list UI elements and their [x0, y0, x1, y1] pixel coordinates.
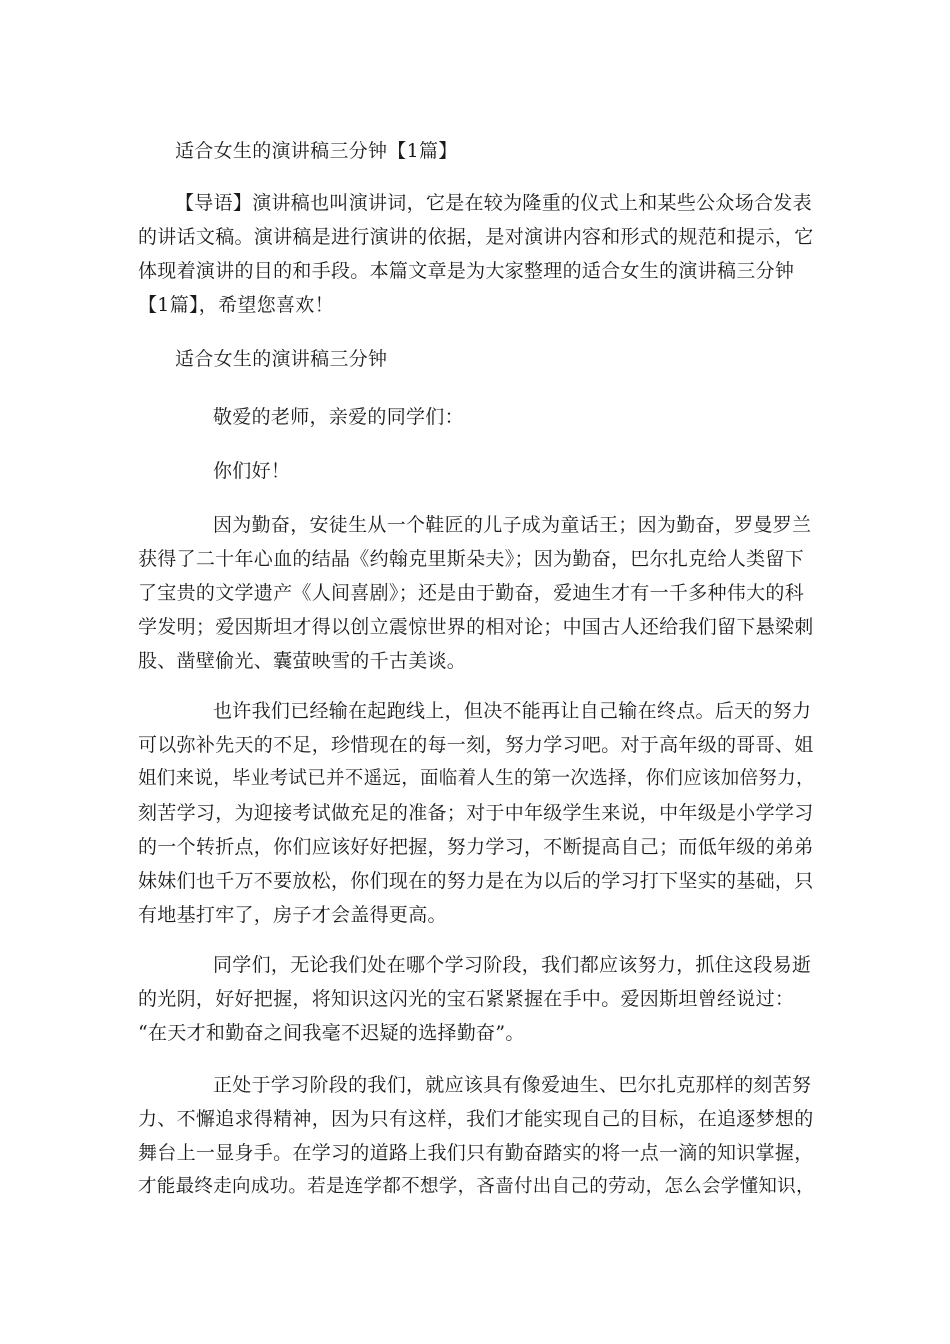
intro-line: 体现着演讲的目的和手段。本篇文章是为大家整理的适合女生的演讲稿三分钟 [138, 260, 795, 282]
paragraph-line: 姐们来说，毕业考试已并不遥远，面临着人生的第一次选择，你们应该加倍努力， [138, 768, 815, 789]
paragraph-line: 力、不懈追求得精神，因为只有这样，我们才能实现自己的目标，在追逐梦想的 [138, 1108, 814, 1130]
paragraph-line: 刻苦学习，为迎接考试做充足的准备；对于中年级学生来说，中年级是小学学习 [138, 802, 814, 824]
paragraph-line: 获得了二十年心血的结晶《约翰克里斯朵夫》；因为勤奋，巴尔扎克给人类留下 [138, 548, 805, 570]
paragraph-line: 有地基打牢了，房子才会盖得更高。 [138, 904, 447, 926]
intro-line: 【导语】演讲稿也叫演讲词，它是在较为隆重的仪式上和某些公众场合发表 [175, 192, 812, 214]
paragraph-line: 因为勤奋，安徒生从一个鞋匠的儿子成为童话王；因为勤奋，罗曼罗兰 [213, 514, 812, 536]
paragraph-line: 妹妹们也千万不要放松，你们现在的努力是在为以后的学习打下坚实的基础，只 [138, 870, 814, 892]
paragraph-line: “在天才和勤奋之间我毫不迟疑的选择勤奋”。 [138, 1022, 525, 1044]
paragraph-line: 同学们，无论我们处在哪个学习阶段，我们都应该努力，抓住这段易逝 [213, 954, 812, 976]
paragraph-line: 股、凿壁偷光、囊萤映雪的千古美谈。 [138, 650, 467, 672]
paragraph-line: 学发明；爱因斯坦才得以创立震惊世界的相对论；中国古人还给我们留下悬梁刺 [138, 616, 814, 638]
intro-line: 的讲话文稿。演讲稿是进行演讲的依据，是对演讲内容和形式的规范和提示，它 [138, 226, 814, 248]
paragraph-line: 的光阴，好好把握，将知识这闪光的宝石紧紧握在手中。爱因斯坦曾经说过： [138, 988, 795, 1010]
paragraph-line: 可以弥补先天的不足，珍惜现在的每一刻，努力学习吧。对于高年级的哥哥、姐 [138, 734, 814, 756]
subtitle: 适合女生的演讲稿三分钟 [175, 348, 388, 370]
paragraph-line: 才能最终走向成功。若是连学都不想学，吝啬付出自己的劳动，怎么会学懂知识， [138, 1176, 815, 1197]
paragraph-line: 也许我们已经输在起跑线上，但决不能再让自己输在终点。后天的努力 [213, 700, 812, 722]
paragraph-line: 的一个转折点，你们应该好好把握，努力学习，不断提高自己；而低年级的弟弟 [138, 836, 814, 858]
document-title: 适合女生的演讲稿三分钟【1篇】 [175, 140, 458, 162]
intro-line: 【1篇】，希望您喜欢！ [138, 294, 334, 316]
paragraph-line: 舞台上一显身手。在学习的道路上我们只有勤奋踏实的将一点一滴的知识掌握， [138, 1142, 814, 1164]
salutation: 敬爱的老师，亲爱的同学们： [213, 406, 464, 428]
greeting: 你们好！ [213, 460, 291, 482]
paragraph-line: 了宝贵的文学遗产《人间喜剧》；还是由于勤奋，爱迪生才有一千多种伟大的科 [138, 582, 805, 604]
paragraph-line: 正处于学习阶段的我们，就应该具有像爱迪生、巴尔扎克那样的刻苦努 [213, 1074, 812, 1096]
